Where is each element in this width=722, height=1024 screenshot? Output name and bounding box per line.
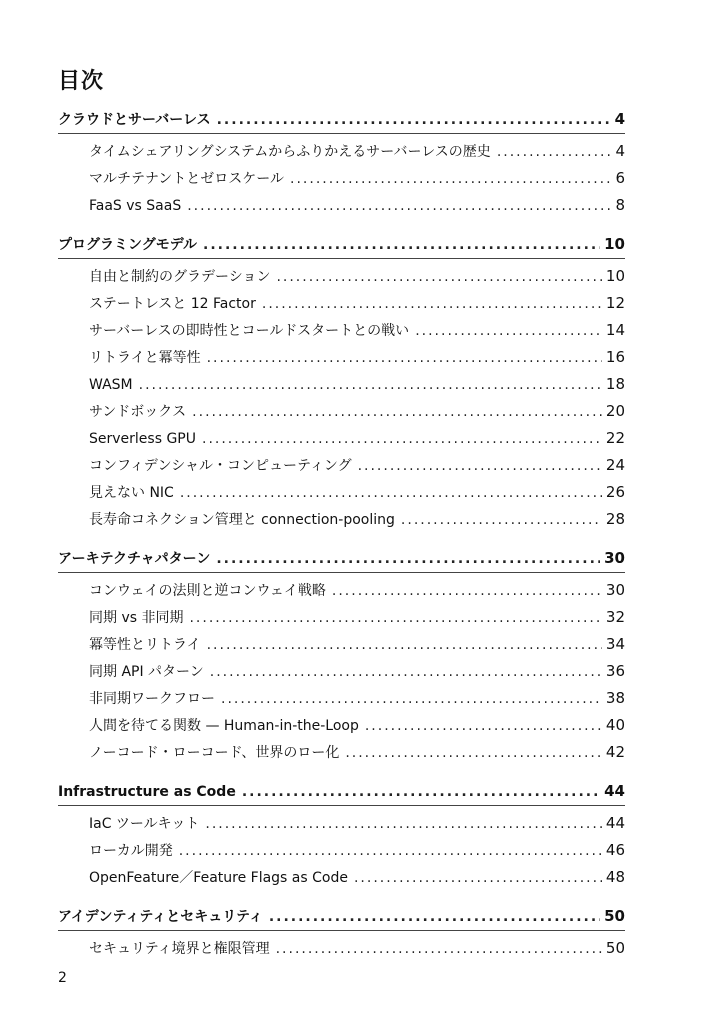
toc-entry-link[interactable]	[58, 479, 625, 506]
toc-entry-title: 長寿命コネクション管理と connection-pooling	[89, 512, 395, 528]
toc-chapter-title: プログラミングモデル	[58, 237, 198, 253]
toc-entry-page: 48	[605, 868, 625, 886]
toc-entry-link[interactable]	[58, 739, 625, 766]
toc-chapter-link[interactable]	[58, 778, 625, 805]
toc-entry-link[interactable]	[58, 344, 625, 371]
table-of-contents	[58, 106, 625, 962]
dot-leader	[180, 480, 602, 507]
toc-entry-title: マルチテナントとゼロスケール	[89, 171, 285, 187]
toc-entry-link[interactable]	[58, 138, 625, 165]
toc-entry-page: 30	[605, 581, 625, 599]
toc-entry-title: 同期 vs 非同期	[89, 610, 184, 626]
toc-entry-page: 40	[605, 716, 625, 734]
toc-entry-page: 16	[605, 348, 625, 366]
toc-chapter-page: 10	[604, 235, 625, 253]
toc-entry-title: Serverless GPU	[89, 431, 196, 447]
toc-entry-title: 見えない NIC	[89, 485, 174, 501]
toc-chapter-page: 4	[614, 110, 625, 128]
toc-entry-page: 4	[615, 142, 625, 160]
toc-entry-title: コンフィデンシャル・コンピューティング	[89, 458, 352, 474]
toc-entry-link[interactable]	[58, 631, 625, 658]
toc-entry-link[interactable]	[58, 577, 625, 604]
toc-entry-link[interactable]	[58, 810, 625, 837]
toc-entry-link[interactable]	[58, 864, 625, 891]
toc-entry-title: 自由と制約のグラデーション	[89, 269, 271, 285]
dot-leader	[415, 318, 602, 345]
toc-entry-link[interactable]	[58, 290, 625, 317]
toc-section	[58, 778, 625, 891]
toc-entry-title: 人間を待てる関数 — Human-in-the-Loop	[89, 718, 359, 734]
toc-entry-page: 22	[605, 429, 625, 447]
toc-chapter-link[interactable]	[58, 106, 625, 133]
toc-entry-link[interactable]	[58, 837, 625, 864]
toc-entry-title: タイムシェアリングシステムからふりかえるサーバーレスの歴史	[89, 144, 491, 160]
toc-chapter-title: Infrastructure as Code	[58, 784, 236, 800]
toc-entry-page: 46	[605, 841, 625, 859]
dot-leader	[187, 193, 611, 220]
toc-entry-page: 20	[605, 402, 625, 420]
dot-leader	[189, 605, 601, 632]
dot-leader	[192, 399, 602, 426]
toc-chapter-title: アーキテクチャパターン	[58, 551, 211, 567]
dot-leader	[203, 232, 600, 259]
toc-entry-title: 冪等性とリトライ	[89, 637, 201, 653]
toc-entry-link[interactable]	[58, 192, 625, 219]
toc-section	[58, 903, 625, 962]
toc-entry-title: FaaS vs SaaS	[89, 198, 182, 214]
toc-entry-page: 36	[605, 662, 625, 680]
toc-entry-link[interactable]	[58, 165, 625, 192]
toc-chapter-page: 50	[604, 907, 625, 925]
toc-entry-link[interactable]	[58, 425, 625, 452]
toc-entry-page: 32	[605, 608, 625, 626]
dot-leader	[269, 904, 600, 931]
dot-leader	[216, 546, 600, 573]
toc-entry-page: 38	[605, 689, 625, 707]
dot-leader	[207, 345, 602, 372]
toc-entry-link[interactable]	[58, 658, 625, 685]
dot-leader	[365, 713, 602, 740]
toc-entry-title: コンウェイの法則と逆コンウェイ戦略	[89, 583, 326, 599]
toc-entry-page: 28	[605, 510, 625, 528]
dot-leader	[276, 936, 602, 963]
toc-entry-page: 6	[615, 169, 625, 187]
dot-leader	[202, 426, 602, 453]
dot-leader	[332, 578, 602, 605]
toc-chapter-page: 44	[604, 782, 625, 800]
dot-leader	[210, 659, 602, 686]
dot-leader	[179, 838, 602, 865]
toc-entry-page: 14	[605, 321, 625, 339]
toc-entry-link[interactable]	[58, 685, 625, 712]
toc-entry-title: IaC ツールキット	[89, 816, 200, 832]
toc-entry-title: サーバーレスの即時性とコールドスタートとの戦い	[89, 323, 410, 339]
toc-entry-page: 44	[605, 814, 625, 832]
dot-leader	[217, 107, 611, 134]
page-number: 2	[58, 970, 67, 986]
dot-leader	[345, 740, 602, 767]
dot-leader	[497, 139, 612, 166]
toc-entry-page: 26	[605, 483, 625, 501]
toc-entry-link[interactable]	[58, 935, 625, 962]
toc-chapter-link[interactable]	[58, 903, 625, 930]
toc-entry-page: 8	[615, 196, 625, 214]
page-title: 目次	[58, 69, 105, 94]
toc-entry-title: 非同期ワークフロー	[89, 691, 215, 707]
dot-leader	[276, 264, 601, 291]
toc-entry-page: 34	[605, 635, 625, 653]
toc-section	[58, 106, 625, 219]
toc-entry-link[interactable]	[58, 506, 625, 533]
dot-leader	[221, 686, 602, 713]
toc-entry-title: ノーコード・ローコード、世界のロー化	[89, 745, 340, 761]
toc-entry-page: 24	[605, 456, 625, 474]
toc-chapter-page: 30	[604, 549, 625, 567]
toc-entry-page: 18	[605, 375, 625, 393]
toc-entry-page: 10	[605, 267, 625, 285]
dot-leader	[139, 372, 602, 399]
toc-entry-title: リトライと冪等性	[89, 350, 201, 366]
dot-leader	[401, 507, 602, 534]
toc-entry-title: セキュリティ境界と権限管理	[89, 941, 270, 957]
dot-leader	[290, 166, 611, 193]
toc-entry-page: 42	[605, 743, 625, 761]
toc-section	[58, 231, 625, 533]
toc-chapter-link[interactable]	[58, 545, 625, 572]
toc-entry-title: ローカル開発	[89, 843, 173, 859]
toc-entry-link[interactable]	[58, 604, 625, 631]
toc-chapter-title: アイデンティティとセキュリティ	[58, 909, 263, 925]
dot-leader	[262, 291, 602, 318]
toc-entry-link[interactable]	[58, 452, 625, 479]
toc-entry-page: 12	[605, 294, 625, 312]
dot-leader	[354, 865, 602, 892]
dot-leader	[358, 453, 602, 480]
toc-entry-page: 50	[605, 939, 625, 957]
dot-leader	[207, 632, 602, 659]
toc-entry-title: OpenFeature／Feature Flags as Code	[89, 870, 348, 886]
toc-entry-link[interactable]	[58, 371, 625, 398]
toc-entry-link[interactable]	[58, 317, 625, 344]
toc-chapter-link[interactable]	[58, 231, 625, 258]
toc-entry-title: 同期 API パターン	[89, 664, 204, 680]
toc-chapter-title: クラウドとサーバーレス	[58, 112, 211, 128]
toc-entry-link[interactable]	[58, 398, 625, 425]
toc-entry-title: サンドボックス	[89, 404, 187, 420]
toc-entry-link[interactable]	[58, 263, 625, 290]
toc-entry-title: WASM	[89, 377, 133, 393]
toc-entry-title: ステートレスと 12 Factor	[89, 296, 256, 312]
toc-entry-link[interactable]	[58, 712, 625, 739]
dot-leader	[242, 779, 600, 806]
dot-leader	[205, 811, 602, 838]
toc-section	[58, 545, 625, 766]
